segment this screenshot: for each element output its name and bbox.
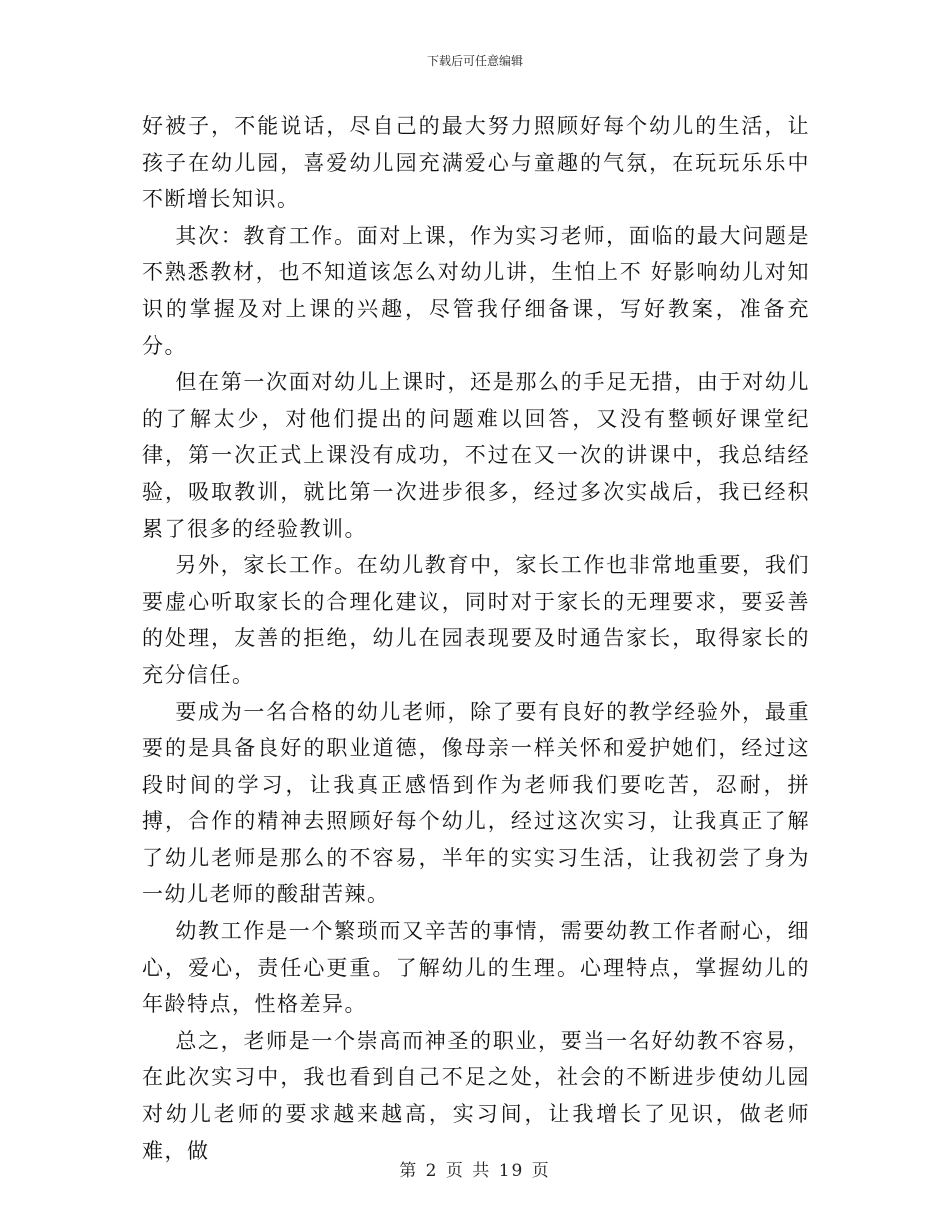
paragraph: 但在第一次面对幼儿上课时，还是那么的手足无措，由于对幼儿的了解太少，对他们提出的问题难以回答，又没有整顿好课堂纪律，第一次正式上课没有成功，不过在又一次的讲课中，我总结经验，吸取教训，就比第一次进步很多，经过多次实战后，我已经积累了很多的经验教训。 [142, 370, 811, 541]
paragraph: 要成为一名合格的幼儿老师，除了要有良好的教学经验外，最重要的是具备良好的职业道德，像母亲一样关怀和爱护她们，经过这段时间的学习，让我真正感悟到作为老师我们要吃苦，忍耐，拼搏，合作的精神去照顾好每个幼儿，经过这次实习，让我真正了解了幼儿老师是那么的不容易，半年的实实习生活，让我初尝了身为一幼儿老师的酸甜苦辣。 [142, 699, 811, 907]
paragraph: 好被子，不能说话，尽自己的最大努力照顾好每个幼儿的生活，让孩子在幼儿园，喜爱幼儿园充满爱心与童趣的气氛，在玩玩乐乐中不断增长知识。 [142, 114, 810, 212]
paragraph: 总之，老师是一个崇高而神圣的职业，要当一名好幼教不容易，在此次实习中，我也看到自己不足之处，社会的不断进步使幼儿园对幼儿老师的要求越来越高，实习间，让我增长了见识，做老师难，做 [142, 1028, 811, 1163]
paragraph: 其次：教育工作。面对上课，作为实习老师，面临的最大问题是不熟悉教材，也不知道该怎么对幼儿讲，生怕上不 好影响幼儿对知识的掌握及对上课的兴趣，尽管我仔细备课，写好教案，准备充分。 [142, 223, 811, 358]
page-header: 下载后可任意编辑 [426, 54, 523, 68]
paragraph: 另外，家长工作。在幼儿教育中，家长工作也非常地重要，我们要虚心听取家长的合理化建议，同时对于家长的无理要求，要妥善的处理，友善的拒绝，幼儿在园表现要及时通告家长，取得家长的充分信任。 [142, 553, 811, 687]
paragraph: 幼教工作是一个繁琐而又辛苦的事情，需要幼教工作者耐心，细心，爱心，责任心更重。了解幼儿的生理。心理特点，掌握幼儿的年龄特点，性格差异。 [142, 919, 811, 1017]
page-number-footer: 第 2 页 共 19 页 [399, 1161, 551, 1181]
document-body [142, 108, 810, 1169]
